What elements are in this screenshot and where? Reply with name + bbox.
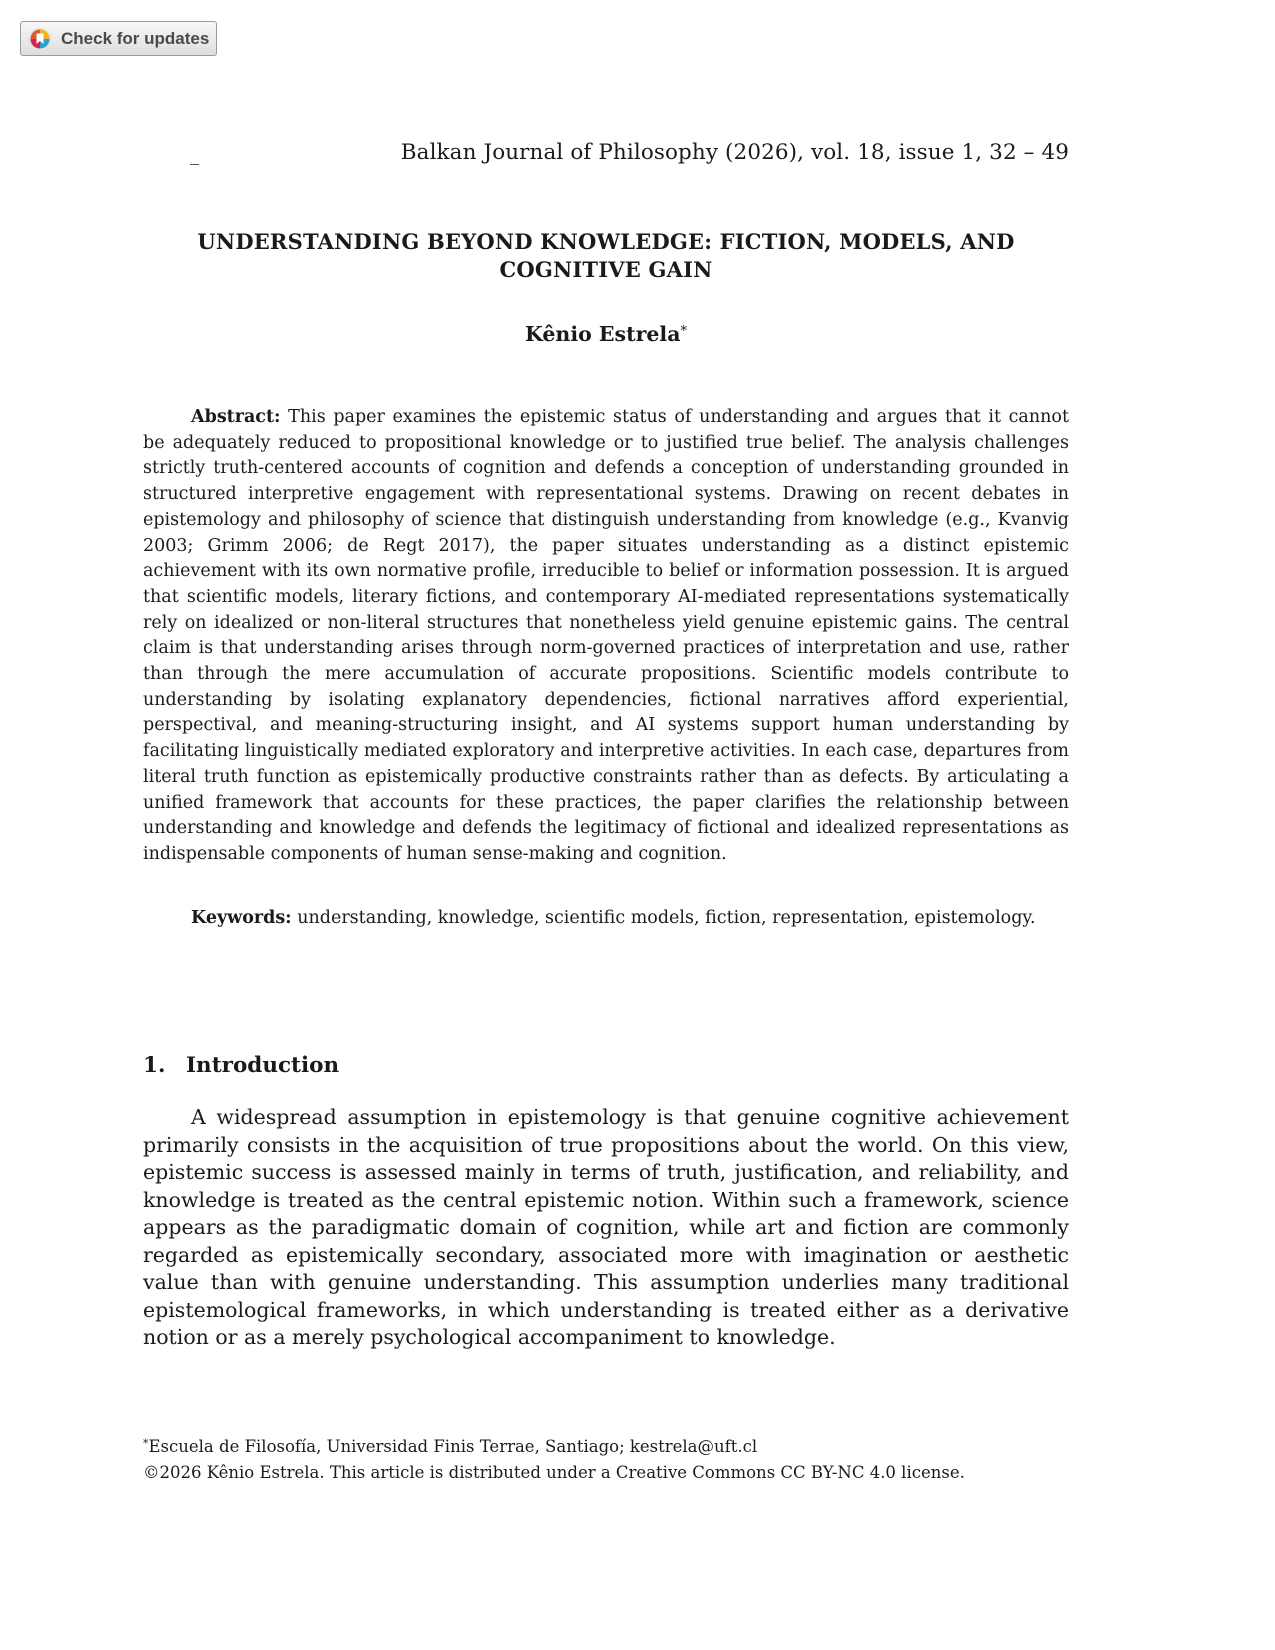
keywords-label: Keywords:	[191, 908, 292, 928]
keywords-text: understanding, knowledge, scientific models, fiction, representation, epistemology.	[297, 908, 1036, 928]
footnote-affiliation: Escuela de Filosofía, Universidad Finis Terrae, Santiago; kestrela@uft.cl	[148, 1437, 758, 1456]
abstract-text: This paper examines the epistemic status of understanding and argues that it cannot be adequately reduced to propositional knowledge or to justified true belief. The analysis challenges strictly truth-centered accounts of cognition and defends a conception of understanding grounded in structured interpretive engagement with representational systems. Drawing on recent debates in epistemology and philosophy of science that distinguish understanding from knowledge (e.g., Kvanvig 2003; Grimm 2006; de Regt 2017), the paper situates understanding as a distinct epistemic achievement with its own normative profile, irreducible to belief or information possession. It is argued that scientific models, literary fictions, and contemporary AI-mediated representations systematically rely on idealized or non-literal structures that nonetheless yield genuine epistemic gains. The central claim is that understanding arises through norm-governed practices of interpretation and use, rather than through the mere accumulation of accurate propositions. Scientific models contribute to understanding by isolating explanatory dependencies, fictional narratives afford experiential, perspectival, and meaning-structuring insight, and AI systems support human understanding by facilitating linguistically mediated exploratory and interpretive activities. In each case, departures from literal truth function as epistemically productive constraints rather than as defects. By articulating a unified framework that accounts for these practices, the paper clarifies the relationship between understanding and knowledge and defends the legitimacy of fictional and idealized representations as indispensable components of human sense-making and cognition.	[143, 407, 1069, 864]
check-for-updates-button[interactable]	[20, 21, 217, 56]
author-line	[143, 319, 1069, 347]
paper-title	[143, 228, 1069, 284]
paper-title-line-2: COGNITIVE GAIN	[499, 257, 713, 282]
check-for-updates-label: Check for updates	[61, 28, 210, 48]
author-name: Kênio Estrela	[525, 322, 681, 346]
introduction-paragraph: A widespread assumption in epistemology is that genuine cognitive achievement primarily consists in the acquisition of true propositions about the world. On this view, epistemic success is assessed mainly in terms of truth, justification, and reliability, and knowledge is treated as the central epistemic notion. Within such a framework, science appears as the paradigmatic domain of cognition, while art and fiction are commonly regarded as epistemically secondary, associated more with imagination or aesthetic value than with genuine understanding. This assumption underlies many traditional epistemological frameworks, in which understanding is treated either as a derivative notion or as a merely psychological accompaniment to knowledge.	[143, 1105, 1069, 1349]
paper-title-line-1: UNDERSTANDING BEYOND KNOWLEDGE: FICTION, MODELS, AND	[197, 229, 1015, 254]
footnote-affiliation-line	[143, 1431, 1069, 1460]
author-footnote-mark[interactable]: *	[680, 324, 687, 339]
keywords	[143, 905, 1069, 932]
corner-mark	[190, 164, 199, 165]
footnote-license: ©2026 Kênio Estrela. This article is distributed under a Creative Commons CC BY-NC 4.0 license.	[143, 1463, 965, 1482]
crossmark-icon	[28, 27, 52, 51]
abstract-label: Abstract:	[191, 407, 281, 427]
abstract	[143, 405, 1069, 868]
section-heading-introduction	[143, 1053, 339, 1078]
footnote	[143, 1431, 1069, 1486]
section-title: Introduction	[186, 1053, 340, 1078]
journal-citation-header: Balkan Journal of Philosophy (2026), vol. 18, issue 1, 32 – 49	[400, 140, 1069, 165]
footnote-mark: *	[143, 1437, 149, 1450]
section-number: 1.	[143, 1053, 166, 1078]
